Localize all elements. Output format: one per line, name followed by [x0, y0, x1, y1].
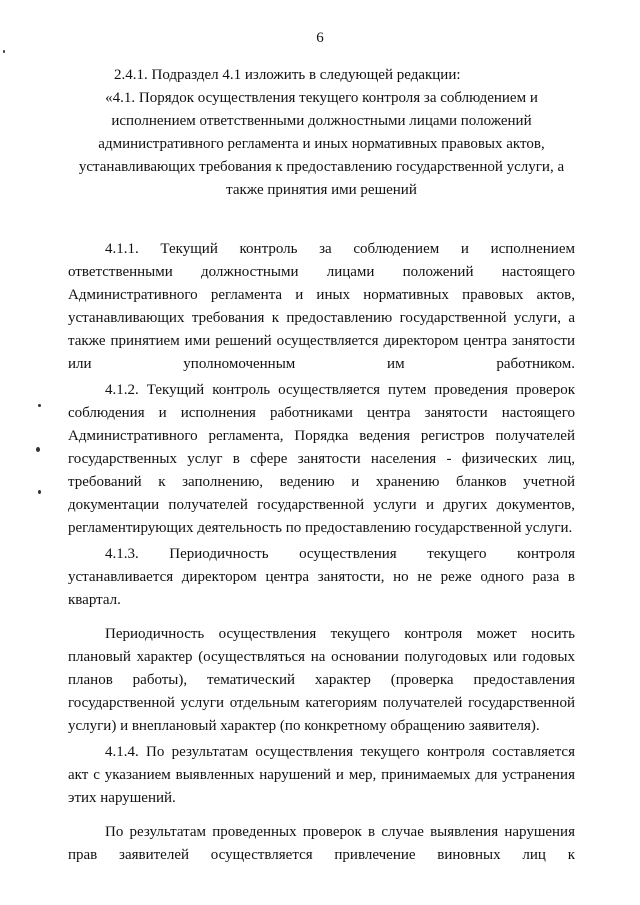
section-heading: «4.1. Порядок осуществления текущего контроля за соблюдением и исполнением ответственными должностными лицами положений административного регламента и иных нормативных правовых актов, устанавливающих требования к предоставлению государственной услуги, а также принятия ими решений — [78, 90, 565, 198]
paragraph-4-1-1: 4.1.1. Текущий контроль за соблюдением и исполнением ответственными должностными лицами положений настоящего Административного регламента и иных нормативных правовых актов, устанавливающих требования к предоставлению государственной услуги, а также принятием ими решений осуществляется директором центра занятости или уполномоченным им работником. — [68, 241, 575, 372]
scan-speck — [38, 404, 41, 407]
paragraph-4-1-3: 4.1.3. Периодичность осуществления текущего контроля устанавливается директором центра занятости, но не реже одного раза в квартал. — [68, 546, 575, 608]
paragraph-violations: По результатам проведенных проверок в случае выявления нарушения прав заявителей осуществляется привлечение виновных лиц к — [68, 824, 575, 863]
scan-speck — [38, 490, 41, 494]
scan-speck — [3, 50, 5, 53]
amendment-intro: 2.4.1. Подраздел 4.1 изложить в следующей редакции: — [114, 67, 461, 83]
paragraph-4-1-2: 4.1.2. Текущий контроль осуществляется путем проведения проверок соблюдения и исполнения работниками центра занятости настоящего Административного регламента, Порядка ведения регистров получателей государственных услуг в сфере занятости населения - физических лиц, требований к заполнению, ведению и хранению бланков учетной документации получателей государственной услуги и других документов, регламентирующих деятельность по предоставлению государственной услуги. — [68, 382, 575, 536]
scan-speck — [36, 447, 40, 452]
paragraph-periodicity: Периодичность осуществления текущего контроля может носить плановый характер (осуществляться на основании полугодовых или годовых планов работы), тематический характер (проверка предоставления государственной услуги отдельным категориям получателей государственной услуги) и внеплановый характер (по конкретному обращению заявителя). — [68, 626, 575, 734]
document-body — [68, 64, 575, 867]
paragraph-4-1-4: 4.1.4. По результатам осуществления текущего контроля составляется акт с указанием выявленных нарушений и мер, принимаемых для устранения этих нарушений. — [68, 744, 575, 806]
page-number: 6 — [316, 30, 324, 46]
